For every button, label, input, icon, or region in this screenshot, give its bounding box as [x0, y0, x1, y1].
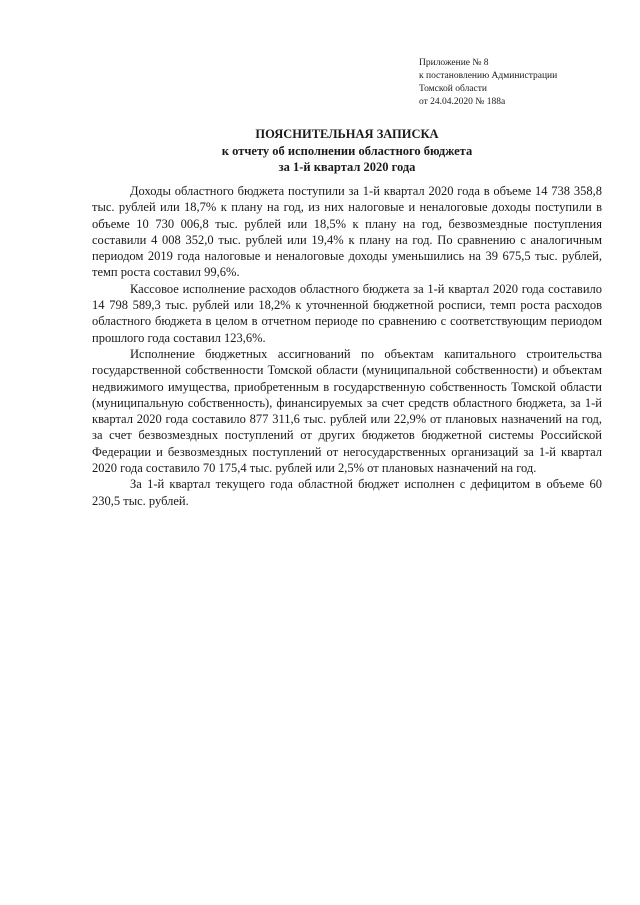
document-title [92, 126, 602, 176]
document-body [92, 183, 602, 509]
paragraph-expenditures: Кассовое исполнение расходов областного бюджета за 1-й квартал 2020 года составило 14 798 589,3 тыс. рублей или 18,2% к уточненной бюджетной росписи, темп роста расходов областного бюджета в целом в отчетном периоде по сравнению с соответствующим периодом прошлого года составил 123,6%. [92, 281, 602, 345]
paragraph-revenues: Доходы областного бюджета поступили за 1-й квартал 2020 года в объеме 14 738 358,8 тыс. рублей или 18,7% к плану на год, из них налоговые и неналоговые доходы поступили в объеме 10 730 006,8 тыс. рублей или 18,5% к плану на год, безвозмездные поступления составили 4 008 352,0 тыс. рублей или 19,4% к плану на год. По сравнению с аналогичным периодом 2019 года налоговые и неналоговые доходы уменьшились на 39 675,5 тыс. рублей, темп роста составил 99,6%. [92, 184, 602, 280]
paragraph-capital-construction: Исполнение бюджетных ассигнований по объектам капитального строительства государственной собственности Томской области (муниципальной собственности) и объектам недвижимого имущества, приобретенным в государственную собственность Томской области (муниципальную собственность), финансируемых за счет средств областного бюджета, за 1-й квартал 2020 года составило 877 311,6 тыс. рублей или 22,9% от плановых назначений на год, за счет безвозмездных поступлений от других бюджетов бюджетной системы Российской Федерации и безвозмездных поступлений от негосударственных организаций за 1-й квартал 2020 года составило 70 175,4 тыс. рублей или 2,5% от плановых назначений на год. [92, 346, 602, 476]
paragraph-deficit: За 1-й квартал текущего года областной бюджет исполнен с дефицитом в объеме 60 230,5 тыс. рублей. [92, 477, 602, 508]
title-subject: к отчету об исполнении областного бюджета [221, 143, 473, 158]
title-period: за 1-й квартал 2020 года [278, 160, 416, 174]
appendix-resolution: к постановлению Администрации [419, 71, 558, 81]
appendix-region: Томской области [419, 84, 487, 94]
appendix-header [419, 57, 619, 109]
appendix-number: Приложение № 8 [419, 58, 489, 68]
title-heading: ПОЯСНИТЕЛЬНАЯ ЗАПИСКА [255, 127, 439, 141]
appendix-date: от 24.04.2020 № 188а [419, 97, 506, 107]
